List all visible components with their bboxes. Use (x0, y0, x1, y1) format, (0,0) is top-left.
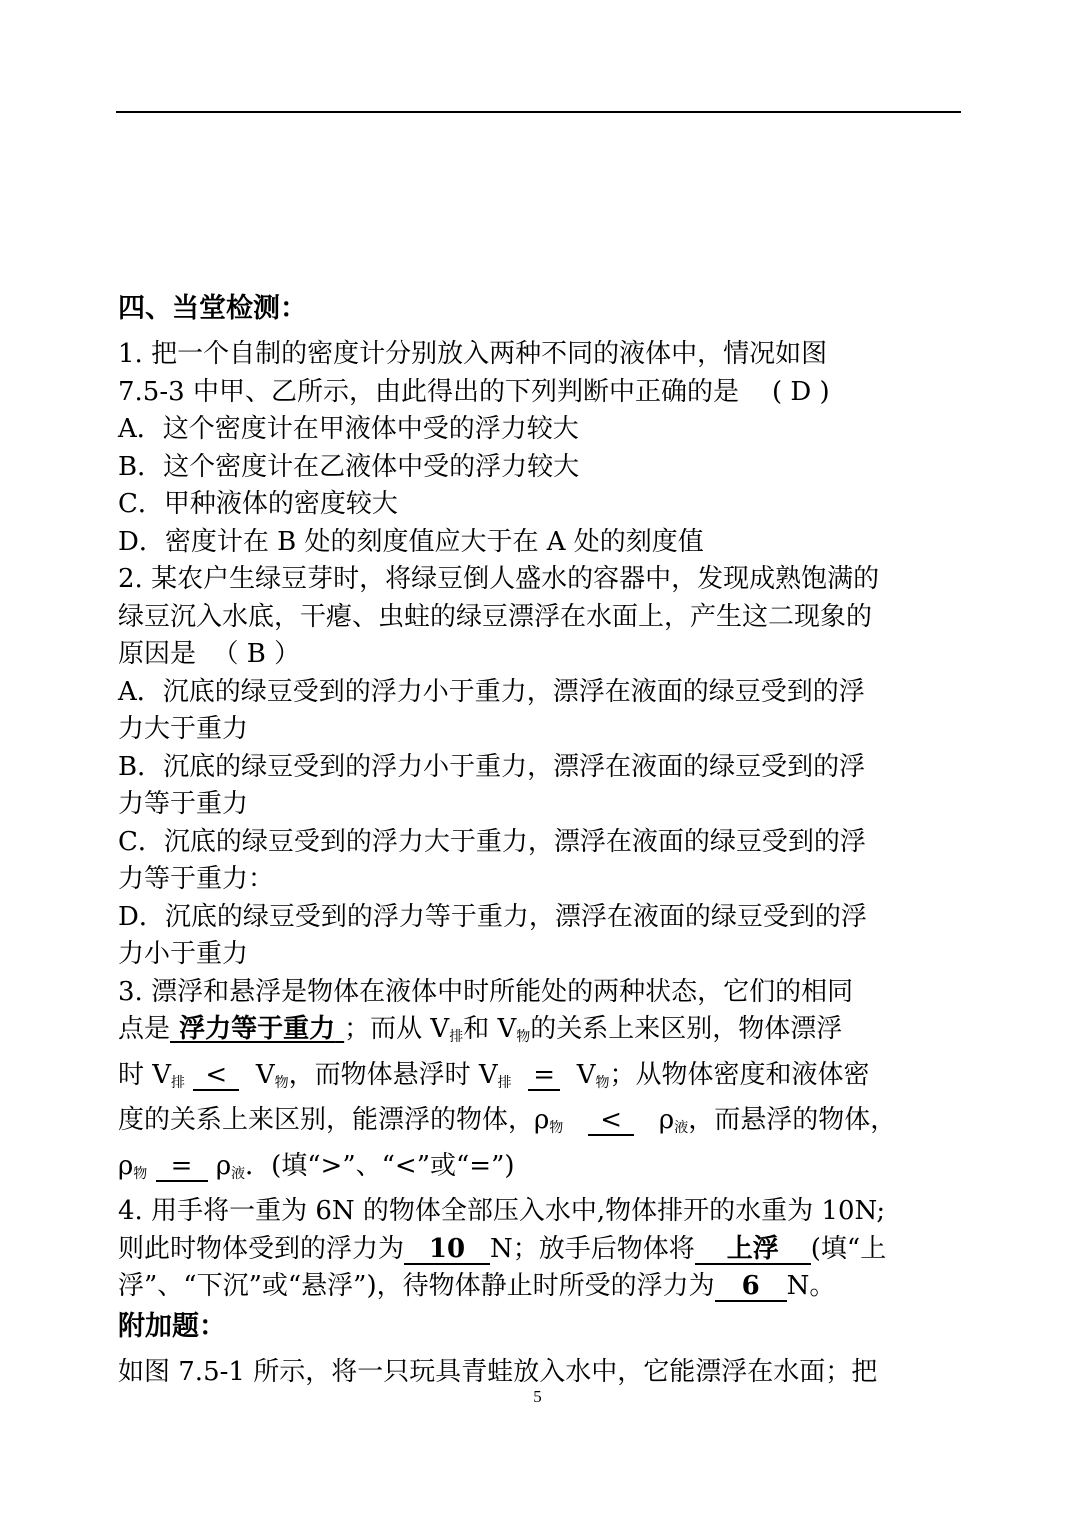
section-title: 四、当堂检测： (118, 293, 307, 324)
q4-line3 (118, 1268, 968, 1306)
q1-option-d: D．密度计在 B 处的刻度值应大于在 A 处的刻度值 (118, 526, 704, 557)
q2-option-b-line1: B．沉底的绿豆受到的浮力小于重力，漂浮在液面的绿豆受到的浮 (118, 751, 866, 782)
q3-text: ρ (215, 1150, 232, 1181)
q3-line5 (118, 1148, 968, 1194)
q1-option-c: C．甲种液体的密度较大 (118, 489, 398, 519)
q3-text: 和 V (463, 1014, 517, 1044)
q3-text: V (255, 1059, 275, 1090)
q4-text: 则此时物体受到的浮力为 (118, 1233, 405, 1264)
q3-line4 (118, 1102, 968, 1148)
q3-text: ，而悬浮的物体， (688, 1105, 897, 1135)
q2-option-c-line1: C．沉底的绿豆受到的浮力大于重力，漂浮在液面的绿豆受到的浮 (118, 826, 866, 857)
subscript-wu: 物 (133, 1165, 148, 1182)
q3-answer-1-text: 浮力等于重力 (179, 1014, 336, 1044)
q2-stem-text: 原因是 (118, 639, 197, 669)
header-rule (116, 111, 961, 113)
q3-text: ，而物体悬浮时 V (288, 1059, 498, 1090)
q1-stem-line1: 1. 把一个自制的密度计分别放入两种不同的液体中，情况如图 (118, 339, 828, 369)
subscript-pai: 排 (449, 1029, 464, 1045)
q3-answer-4: < (588, 1106, 634, 1136)
subscript-wu: 物 (274, 1074, 289, 1091)
q1-stem-text: 7.5-3 中甲、乙所示，由此得出的下列判断中正确的是 (118, 376, 739, 407)
q3-line3 (118, 1057, 968, 1103)
q3-answer-2: < (193, 1061, 239, 1091)
q2-answer: （ B ） (212, 639, 301, 669)
q1-stem-line2 (118, 374, 968, 412)
subscript-pai: 排 (497, 1074, 512, 1091)
subscript-ye: 液 (674, 1120, 689, 1136)
q2-option-b-line2: 力等于重力 (118, 789, 249, 819)
q3-text: V (576, 1059, 596, 1090)
q2-option-a-line2: 力大于重力 (118, 714, 249, 744)
q3-line1: 3. 漂浮和悬浮是物体在液体中时所能处的两种状态，它们的相同 (118, 976, 854, 1007)
q4-line1: 4. 用手将一重为 6N 的物体全部压入水中,物体排开的水重为 10N; (118, 1196, 886, 1226)
q3-text: ；从物体密度和液体密 (609, 1059, 870, 1090)
subscript-wu: 物 (595, 1074, 610, 1091)
q4-answer-1: 10 (404, 1235, 490, 1265)
q3-text: ．(填“>”、“<”或“=”) (245, 1150, 515, 1181)
subscript-ye: 液 (231, 1165, 246, 1182)
q3-text: ；而从 V (344, 1014, 450, 1044)
q4-text: N；放手后物体将 (490, 1233, 695, 1264)
subscript-wu: 物 (516, 1029, 531, 1045)
q2-option-d-line1: D．沉底的绿豆受到的浮力等于重力，漂浮在液面的绿豆受到的浮 (118, 901, 867, 932)
question-4 (118, 1193, 968, 1306)
q3-text: ρ (658, 1105, 675, 1135)
question-2 (118, 561, 968, 974)
q1-answer: ( D ) (772, 376, 830, 407)
q2-stem-line2: 绿豆沉入水底，干瘪、虫蛀的绿豆漂浮在水面上，产生这二现象的 (118, 601, 873, 632)
q3-text: 度的关系上来区别，能漂浮的物体，ρ (118, 1105, 550, 1135)
q4-text: 浮”、“下沉”或“悬浮”)，待物体静止时所受的浮力为 (118, 1271, 715, 1301)
extra-line: 如图 7.5-1 所示，将一只玩具青蛙放入水中，它能漂浮在水面；把 (118, 1356, 878, 1387)
q3-line2 (118, 1011, 968, 1057)
q1-option-b: B．这个密度计在乙液体中受的浮力较大 (118, 451, 580, 482)
q3-text: ρ (118, 1150, 134, 1181)
extra-title: 附加题： (118, 1310, 226, 1342)
question-3 (118, 974, 968, 1194)
q3-text: 点是 (118, 1014, 171, 1044)
q4-answer-2: 上浮 (695, 1235, 811, 1265)
subscript-pai: 排 (171, 1074, 186, 1091)
q4-text: (填“上 (810, 1233, 887, 1264)
q3-answer-5: = (156, 1152, 208, 1182)
q2-option-a-line1: A．沉底的绿豆受到的浮力小于重力，漂浮在液面的绿豆受到的浮 (118, 676, 865, 707)
document-body (118, 290, 968, 1391)
page-number: 5 (533, 1387, 542, 1406)
q2-stem-line3 (118, 636, 968, 674)
q1-option-a: A．这个密度计在甲液体中受的浮力较大 (118, 414, 579, 444)
q3-answer-1 (170, 1014, 344, 1044)
q4-answer-3: 6 (715, 1272, 787, 1302)
q2-option-d-line2: 力小于重力 (118, 939, 249, 969)
q2-option-c-line2: 力等于重力： (118, 864, 275, 894)
question-1 (118, 336, 968, 561)
q3-text: 时 V (118, 1059, 172, 1090)
subscript-wu: 物 (549, 1120, 564, 1136)
q3-answer-3: = (528, 1061, 560, 1091)
q3-text: 的关系上来区别，物体漂浮 (530, 1014, 843, 1044)
q4-line2 (118, 1231, 968, 1269)
q4-text: N。 (786, 1271, 836, 1301)
q2-stem-line1: 2. 某农户生绿豆芽时，将绿豆倒人盛水的容器中，发现成熟饱满的 (118, 564, 880, 594)
